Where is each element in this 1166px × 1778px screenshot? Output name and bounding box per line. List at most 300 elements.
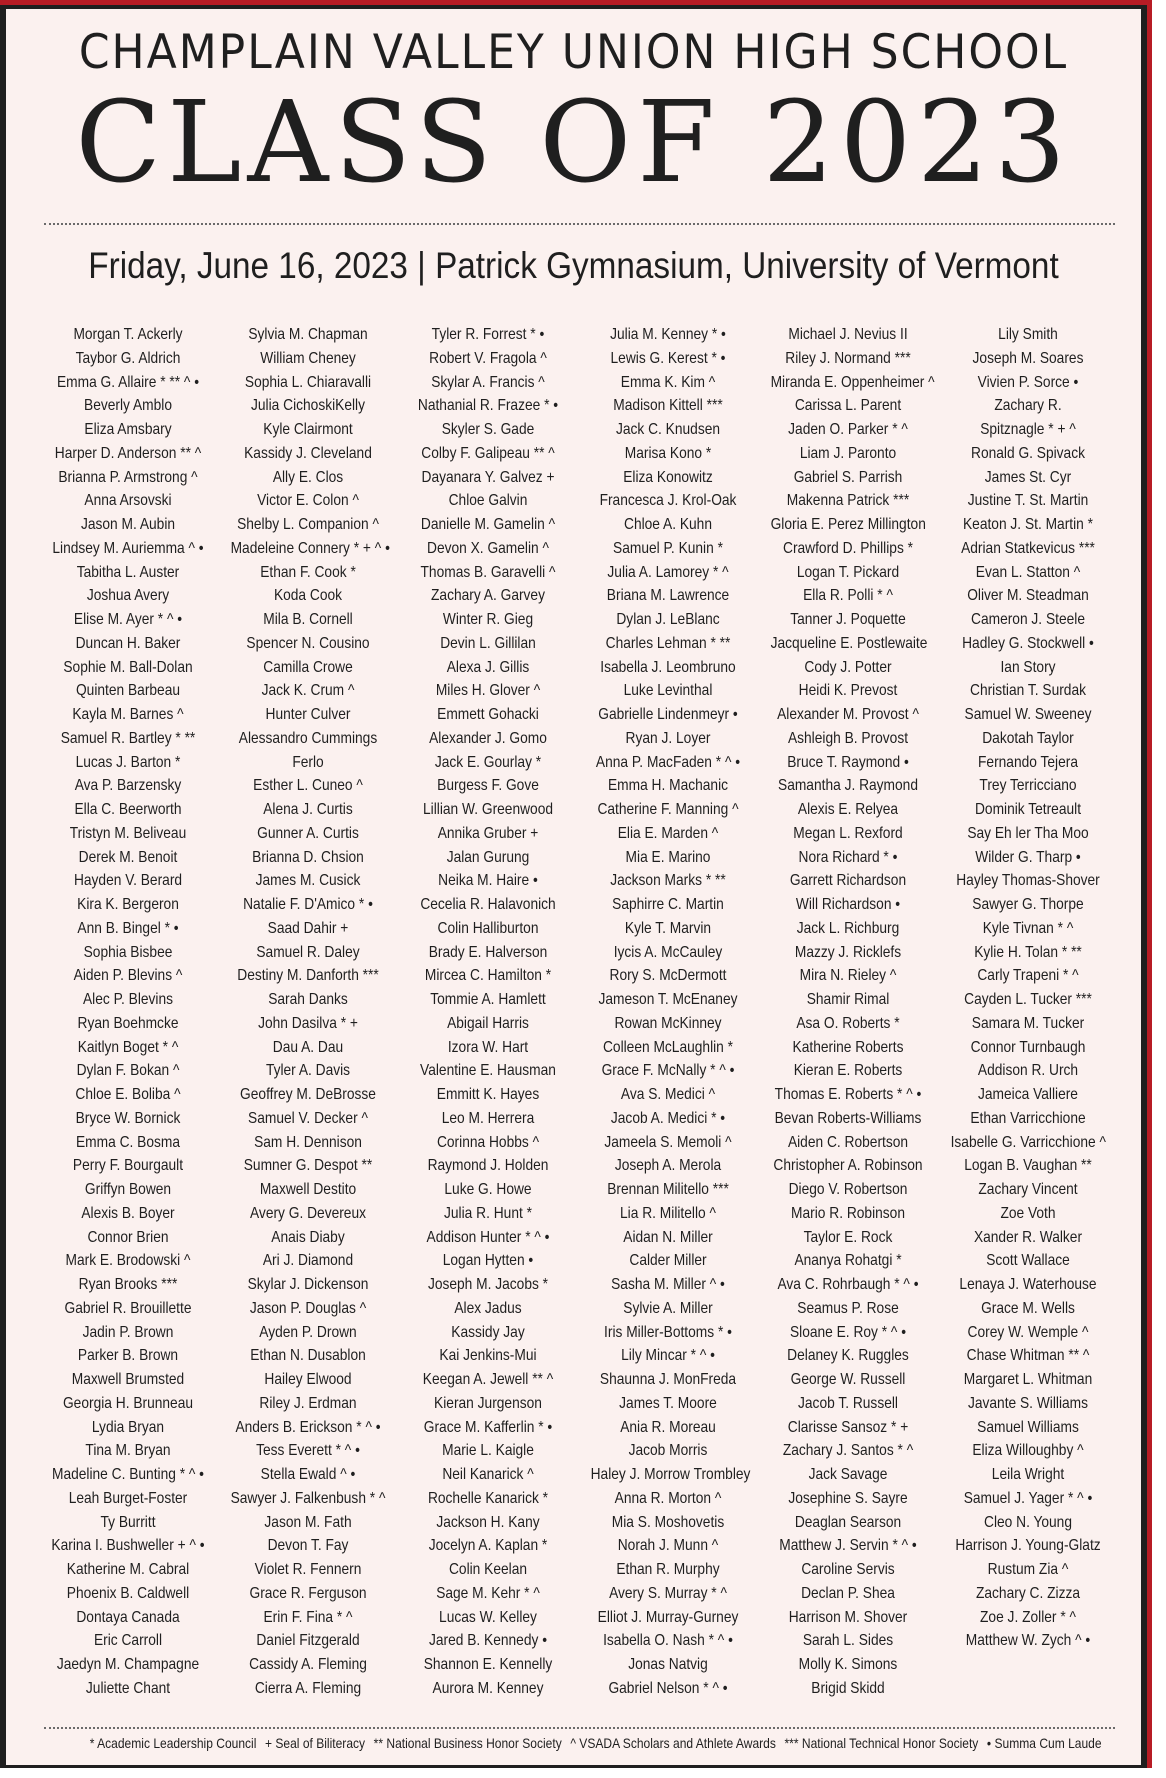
- graduate-name: Jadin P. Brown: [82, 1323, 174, 1341]
- graduate-name: Cody J. Potter: [804, 658, 892, 676]
- graduate-name: Annika Gruber +: [437, 824, 539, 842]
- graduate-name: Asa O. Roberts *: [796, 1014, 900, 1032]
- graduate-name: Ian Story: [1000, 658, 1056, 676]
- graduate-name: Brady E. Halverson: [428, 943, 548, 961]
- legend-item: • Summa Cum Laude: [986, 1735, 1102, 1751]
- graduate-name: Joseph M. Jacobs *: [427, 1276, 549, 1293]
- graduate-name: Maxwell Destito: [259, 1181, 357, 1198]
- graduate-name: Brigid Skidd: [811, 1679, 885, 1697]
- graduate-name: Jack E. Gourlay *: [434, 753, 542, 771]
- graduate-name: Harper D. Anderson ** ^: [54, 444, 202, 462]
- graduate-name: Leah Burget-Foster: [68, 1489, 188, 1507]
- graduate-name: Javante S. Williams: [967, 1394, 1089, 1412]
- graduate-name: Gabriel Nelson * ^ •: [608, 1679, 728, 1697]
- graduate-name: Samuel R. Daley: [256, 943, 360, 961]
- graduate-name: Aiden C. Robertson: [787, 1133, 909, 1151]
- graduate-name: Kyle T. Marvin: [624, 919, 712, 937]
- graduate-name: Evan L. Statton ^: [975, 563, 1081, 581]
- graduate-name: Anna Arsovski: [84, 492, 172, 510]
- graduate-name: Cierra A. Fleming: [254, 1679, 362, 1697]
- graduate-name: Logan Hytten •: [442, 1252, 534, 1270]
- graduate-name: Christian T. Surdak: [970, 682, 1086, 700]
- graduate-name: Sam H. Dennison: [254, 1133, 362, 1151]
- graduate-name: Ava S. Medici ^: [620, 1086, 716, 1103]
- name-column-2: [218, 323, 398, 1701]
- graduate-name: Ty Burritt: [100, 1513, 156, 1531]
- graduate-name: Ania R. Moreau: [620, 1418, 716, 1436]
- graduate-name: Kayla M. Barnes ^: [72, 706, 184, 723]
- graduate-name: Samuel Williams: [977, 1418, 1079, 1436]
- graduate-name: Elise M. Ayer * ^ •: [73, 611, 183, 628]
- graduate-name: Kassidy Jay: [451, 1323, 525, 1341]
- graduate-name: Ava P. Barzensky: [74, 777, 182, 795]
- graduate-name: Rochelle Kanarick *: [427, 1489, 549, 1507]
- graduate-name: Gunner A. Curtis: [257, 824, 359, 842]
- graduate-name: Eric Carroll: [93, 1632, 163, 1650]
- graduate-name: Nathanial R. Frazee * •: [417, 397, 559, 415]
- graduate-name: Hunter Culver: [265, 706, 351, 723]
- graduate-name: Francesca J. Krol-Oak: [599, 492, 737, 510]
- graduate-name: Alessandro Cummings: [238, 729, 378, 747]
- graduate-name: Duncan H. Baker: [75, 634, 181, 652]
- graduate-name: Cleo N. Young: [984, 1513, 1072, 1531]
- graduate-name: Elliot J. Murray-Gurney: [597, 1608, 739, 1626]
- graduate-name: Thomas E. Roberts * ^ •: [774, 1086, 922, 1103]
- graduate-name: Fernando Tejera: [978, 753, 1078, 771]
- graduate-name: Charles Lehman * **: [605, 634, 731, 652]
- graduate-name: Neil Kanarick ^: [442, 1466, 534, 1483]
- graduate-name: Shaunna J. MonFreda: [599, 1371, 737, 1388]
- event-line: Friday, June 16, 2023 | Patrick Gymnasium, University of Vermont: [88, 245, 1059, 286]
- graduate-name: Brianna D. Chsion: [252, 848, 364, 866]
- graduate-name: Ally E. Clos: [272, 468, 344, 486]
- graduate-name: Samuel V. Decker ^: [248, 1109, 368, 1127]
- graduate-name: Cameron J. Steele: [971, 611, 1085, 628]
- graduate-name: Ryan J. Loyer: [625, 729, 711, 747]
- graduate-name: Zachary A. Garvey: [431, 587, 545, 605]
- graduate-name: Hadley G. Stockwell •: [962, 634, 1094, 652]
- graduate-name: Carly Trapeni * ^: [977, 967, 1079, 985]
- graduate-name: Corinna Hobbs ^: [436, 1133, 540, 1151]
- graduate-name: Vivien P. Sorce •: [977, 373, 1079, 391]
- graduate-name: Chloe Galvin: [448, 492, 528, 510]
- graduate-name: Maxwell Brumsted: [71, 1371, 185, 1388]
- graduate-name: Elia E. Marden ^: [617, 824, 719, 842]
- graduate-name: Scott Wallace: [986, 1252, 1070, 1270]
- graduate-name: Connor Turnbaugh: [970, 1038, 1086, 1056]
- graduate-name: Gabriel R. Brouillette: [64, 1299, 192, 1317]
- graduate-name: Spitznagle * + ^: [980, 421, 1076, 438]
- graduate-name: Sophia Bisbee: [83, 943, 173, 961]
- graduate-name: Devon T. Fay: [267, 1537, 349, 1555]
- graduate-name: Will Richardson •: [795, 896, 901, 913]
- graduate-name: Ayden P. Drown: [259, 1323, 357, 1341]
- graduate-name: Joshua Avery: [86, 587, 170, 605]
- graduate-name: Aiden P. Blevins ^: [73, 967, 183, 985]
- graduate-name: Samuel W. Sweeney: [964, 706, 1092, 723]
- graduate-name: Molly K. Simons: [798, 1656, 898, 1673]
- graduate-name: Emmitt K. Hayes: [436, 1086, 540, 1103]
- graduate-name: Justine T. St. Martin: [967, 492, 1089, 510]
- graduate-name: James M. Cusick: [255, 872, 361, 890]
- graduate-name: Shelby L. Companion ^: [237, 516, 379, 533]
- graduate-name: Alec P. Blevins: [82, 991, 174, 1008]
- graduate-name: Sage M. Kehr * ^: [436, 1584, 540, 1602]
- graduate-name: Rustum Zia ^: [987, 1561, 1069, 1578]
- graduate-name: Wilder G. Tharp •: [975, 848, 1081, 866]
- graduate-name: Kieran E. Roberts: [793, 1062, 903, 1080]
- legend-item: * Academic Leadership Council: [89, 1735, 257, 1751]
- graduate-name: Jack Savage: [808, 1466, 888, 1483]
- graduate-name: Jason M. Fath: [264, 1513, 352, 1531]
- graduate-name: Taybor G. Aldrich: [75, 349, 181, 367]
- graduate-name: Jalan Gurung: [446, 848, 530, 866]
- poster: [6, 9, 1141, 1765]
- graduate-name: Izora W. Hart: [447, 1038, 529, 1056]
- graduate-name: Ronald G. Spivack: [971, 444, 1085, 462]
- graduate-name: Ethan R. Murphy: [616, 1561, 720, 1578]
- graduate-name: Abigail Harris: [447, 1014, 529, 1032]
- graduate-name: Alex Jadus: [454, 1299, 522, 1317]
- graduate-name: Avery G. Devereux: [250, 1204, 366, 1222]
- graduate-name: Bryce W. Bornick: [75, 1109, 181, 1127]
- graduate-name: Samuel R. Bartley * **: [60, 729, 196, 747]
- graduate-name: Isabelle G. Varricchione ^: [950, 1133, 1106, 1151]
- graduate-name: Jacob T. Russell: [798, 1394, 898, 1412]
- graduate-name: Julia R. Hunt *: [444, 1204, 532, 1222]
- graduate-name: Ryan Boehmcke: [77, 1014, 179, 1032]
- graduate-name: Katherine Roberts: [792, 1038, 904, 1056]
- graduate-name: Rowan McKinney: [614, 1014, 722, 1032]
- graduate-name: Dylan F. Bokan ^: [76, 1062, 180, 1080]
- graduate-name: Megan L. Rexford: [793, 824, 903, 842]
- graduate-name: Ava C. Rohrbaugh * ^ •: [777, 1276, 919, 1293]
- graduate-name: Gabrielle Lindenmeyr •: [598, 706, 738, 723]
- graduate-name: Colby F. Galipeau ** ^: [421, 444, 555, 462]
- graduate-name: Diego V. Robertson: [788, 1181, 908, 1198]
- graduate-name: Samantha J. Raymond: [778, 777, 918, 795]
- legend-item: + Seal of Biliteracy: [265, 1735, 366, 1751]
- graduate-name: Declan P. Shea: [801, 1584, 895, 1602]
- graduate-name: Jameica Valliere: [978, 1086, 1078, 1103]
- graduate-name: Sylvia M. Chapman: [248, 326, 368, 343]
- graduate-name: Mark E. Brodowski ^: [65, 1252, 191, 1270]
- honors-legend: [85, 1735, 1102, 1751]
- graduate-name: Zoe J. Zoller * ^: [980, 1608, 1076, 1626]
- graduate-name: Anders B. Erickson * ^ •: [235, 1418, 381, 1436]
- graduate-name: William Cheney: [260, 349, 356, 367]
- graduate-name: Addison Hunter * ^ •: [426, 1228, 550, 1246]
- graduate-name: Harrison J. Young-Glatz: [955, 1537, 1101, 1555]
- graduate-name: Briana M. Lawrence: [606, 587, 730, 605]
- graduate-name: Clarisse Sansoz * +: [787, 1418, 909, 1436]
- graduate-name: Shannon E. Kennelly: [423, 1656, 553, 1673]
- graduate-name: Samuel P. Kunin *: [613, 539, 723, 557]
- graduate-name: Sasha M. Miller ^ •: [611, 1276, 725, 1293]
- legend-item: ^ VSADA Scholars and Athlete Awards: [570, 1735, 776, 1751]
- graduate-name: Emma H. Machanic: [607, 777, 729, 795]
- graduate-name: Daniel Fitzgerald: [256, 1632, 360, 1650]
- graduate-name: Jameela S. Memoli ^: [604, 1133, 732, 1151]
- divider-top: [44, 223, 1115, 225]
- graduate-name: Joseph M. Soares: [972, 349, 1084, 367]
- graduate-name: Alexis E. Relyea: [797, 801, 899, 818]
- graduate-name: Phoenix B. Caldwell: [66, 1584, 190, 1602]
- graduate-name: Sylvie A. Miller: [623, 1299, 713, 1317]
- graduate-name: Lillian W. Greenwood: [422, 801, 554, 818]
- graduate-name: Alexis B. Boyer: [81, 1204, 175, 1222]
- graduate-name: Morgan T. Ackerly: [73, 326, 183, 343]
- graduate-name: Makenna Patrick ***: [786, 492, 910, 510]
- graduate-name: Kieran Jurgenson: [434, 1394, 542, 1412]
- graduate-name: Samuel J. Yager * ^ •: [963, 1489, 1093, 1507]
- graduate-name: Geoffrey M. DeBrosse: [240, 1086, 376, 1103]
- graduate-name: Ethan N. Dusablon: [250, 1347, 366, 1365]
- graduate-name: Madeleine Connery * + ^ •: [230, 539, 390, 557]
- graduate-name: Leo M. Herrera: [441, 1109, 535, 1127]
- graduate-name: Harrison M. Shover: [788, 1608, 908, 1626]
- graduate-name: Emma C. Bosma: [75, 1133, 180, 1151]
- graduate-name: Chloe A. Kuhn: [624, 516, 712, 533]
- graduate-name: Aurora M. Kenney: [432, 1679, 544, 1697]
- graduate-name: Kira K. Bergeron: [77, 896, 179, 913]
- graduate-name: Jocelyn A. Kaplan *: [428, 1537, 548, 1555]
- graduate-name: Raymond J. Holden: [427, 1157, 549, 1175]
- graduate-name: Brianna P. Armstrong ^: [58, 468, 198, 486]
- graduate-name: Perry F. Bourgault: [72, 1157, 184, 1175]
- graduate-name: Robert V. Fragola ^: [429, 349, 547, 367]
- graduate-name: Keaton J. St. Martin *: [962, 516, 1094, 533]
- graduate-name: Christopher A. Robinson: [773, 1157, 923, 1175]
- graduate-name: Karina I. Bushweller + ^ •: [51, 1537, 205, 1555]
- graduate-name: Sloane E. Roy * ^ •: [789, 1323, 907, 1341]
- graduate-name: Carissa L. Parent: [794, 397, 902, 415]
- graduate-name: Victor E. Colon ^: [257, 492, 359, 510]
- graduate-name: Seamus P. Rose: [797, 1299, 899, 1317]
- graduate-name: Colin Halliburton: [437, 919, 539, 937]
- graduate-name: Kylie H. Tolan * **: [974, 943, 1082, 961]
- graduate-name: Lewis G. Kerest * •: [610, 349, 726, 367]
- graduate-name: Bruce T. Raymond •: [787, 753, 909, 771]
- graduate-name: Lily Smith: [998, 326, 1058, 343]
- graduate-name: Zoe Voth: [1000, 1204, 1056, 1222]
- graduate-name: Lucas J. Barton *: [75, 753, 181, 771]
- graduate-name: Kassidy J. Cleveland: [244, 444, 372, 462]
- graduate-name: Brennan Militello ***: [607, 1181, 729, 1198]
- graduate-name: Marisa Kono *: [624, 444, 712, 462]
- graduate-name: Colleen McLaughlin *: [602, 1038, 734, 1056]
- graduate-name: Jameson T. McEnaney: [598, 991, 738, 1008]
- graduate-name: Matthew W. Zych ^ •: [965, 1632, 1091, 1650]
- graduate-name: Isabella J. Leombruno: [600, 658, 736, 676]
- graduate-name: Mia E. Marino: [625, 848, 711, 866]
- graduate-name: Norah J. Munn ^: [617, 1537, 719, 1555]
- graduate-name: Sophie M. Ball-Dolan: [63, 658, 193, 676]
- graduate-name: George W. Russell: [790, 1371, 906, 1388]
- graduate-name: Leila Wright: [991, 1466, 1065, 1483]
- name-column-3: [398, 323, 578, 1701]
- graduate-name: Skylar J. Dickenson: [247, 1276, 369, 1293]
- graduate-name: Burgess F. Gove: [437, 777, 539, 795]
- graduate-name: Saphirre C. Martin: [612, 896, 724, 913]
- graduate-name: Cassidy A. Fleming: [249, 1656, 367, 1673]
- graduate-name: Kyle Clairmont: [263, 421, 353, 438]
- graduate-name: Ella R. Polli * ^: [803, 587, 893, 605]
- graduate-name: Nora Richard * •: [798, 848, 898, 866]
- graduate-name: Chloe E. Boliba ^: [75, 1086, 181, 1103]
- graduate-name: Jaedyn M. Champagne: [56, 1656, 200, 1673]
- graduate-name: Jared B. Kennedy •: [428, 1632, 548, 1650]
- graduate-name: Crawford D. Phillips *: [783, 539, 913, 557]
- graduate-name: Julia A. Lamorey * ^: [607, 563, 729, 581]
- graduate-name: Skyler S. Gade: [441, 421, 535, 438]
- graduate-name: Zachary R.: [994, 397, 1062, 415]
- graduate-name: Riley J. Normand ***: [785, 349, 911, 367]
- graduate-name: Madeline C. Bunting * ^ •: [51, 1466, 205, 1483]
- graduate-name: Ari J. Diamond: [262, 1252, 354, 1270]
- graduate-name: Mira N. Rieley ^: [799, 967, 897, 985]
- legend-item: ** National Business Honor Society: [373, 1735, 562, 1751]
- graduate-name: Deaglan Searson: [794, 1513, 902, 1531]
- graduate-name: Quinten Barbeau: [75, 682, 181, 700]
- graduate-name: Tristyn M. Beliveau: [69, 824, 187, 842]
- graduate-name: Isabella O. Nash * ^ •: [603, 1632, 733, 1650]
- graduate-name: Dau A. Dau: [272, 1038, 344, 1056]
- graduate-name: Grace F. McNally * ^ •: [601, 1062, 735, 1080]
- graduate-name: Alexander M. Provost ^: [777, 706, 919, 723]
- graduate-name: Dakotah Taylor: [982, 729, 1074, 747]
- graduate-name: Catherine F. Manning ^: [597, 801, 739, 818]
- graduate-name: Jack L. Richburg: [796, 919, 900, 937]
- graduate-name: Iycis A. McCauley: [613, 943, 723, 961]
- graduate-name: Miranda E. Oppenheimer ^: [770, 373, 935, 391]
- graduate-name: Bevan Roberts-Williams: [774, 1109, 922, 1127]
- graduate-name: Joseph A. Merola: [614, 1157, 722, 1175]
- class-title: CLASS OF 2023: [75, 78, 1072, 208]
- graduate-name: Alexander J. Gomo: [429, 729, 547, 747]
- graduate-name: Dontaya Canada: [76, 1608, 180, 1626]
- graduate-name: Oliver M. Steadman: [967, 587, 1089, 605]
- graduate-name: Emma K. Kim ^: [620, 373, 716, 391]
- graduate-name: Jackson H. Kany: [436, 1513, 540, 1531]
- graduate-name: Taylor E. Rock: [803, 1228, 893, 1246]
- graduate-name: Sophia L. Chiaravalli: [244, 373, 372, 391]
- graduate-name: Mila B. Cornell: [263, 611, 353, 628]
- graduate-name: Julia CichoskiKelly: [251, 397, 365, 415]
- graduate-name: Tanner J. Poquette: [790, 611, 906, 628]
- graduate-name: Sawyer J. Falkenbush * ^: [230, 1489, 386, 1507]
- graduate-name: Anna R. Morton ^: [614, 1489, 722, 1507]
- graduate-name: Mazzy J. Ricklefs: [794, 943, 902, 961]
- graduate-name: Gloria E. Perez Millington: [770, 516, 926, 533]
- graduate-name: Parker B. Brown: [77, 1347, 179, 1365]
- graduate-name: Alena J. Curtis: [263, 801, 353, 818]
- graduate-name: Lily Mincar * ^ •: [621, 1347, 715, 1365]
- graduate-name: Kaitlyn Boget * ^: [77, 1038, 179, 1056]
- graduate-name: Tabitha L. Auster: [76, 563, 180, 581]
- graduate-name: Liam J. Paronto: [799, 444, 897, 462]
- graduate-name: Ashleigh B. Provost: [787, 729, 909, 747]
- graduate-name: Miles H. Glover ^: [435, 682, 541, 700]
- graduate-name: Logan B. Vaughan **: [964, 1157, 1092, 1175]
- graduate-name: Violet R. Fennern: [254, 1561, 362, 1578]
- graduate-name: Anna P. MacFaden * ^ •: [595, 753, 741, 771]
- legend-item: *** National Technical Honor Society: [784, 1735, 979, 1751]
- graduate-name: Stella Ewald ^ •: [260, 1466, 356, 1483]
- graduate-name: Skylar A. Francis ^: [431, 373, 545, 391]
- graduate-name: Dayanara Y. Galvez +: [421, 468, 555, 486]
- graduate-name: Ananya Rohatgi *: [794, 1252, 902, 1270]
- graduate-name: Mircea C. Hamilton *: [424, 967, 552, 985]
- graduate-name: Garrett Richardson: [789, 872, 907, 890]
- graduate-name: Jack C. Knudsen: [615, 421, 721, 438]
- graduate-name: Beverly Amblo: [84, 397, 172, 415]
- graduate-name: Devin L. Gillilan: [440, 634, 536, 652]
- graduate-name: Natalie F. D'Amico * •: [243, 896, 373, 913]
- graduate-name: Say Eh ler Tha Moo: [967, 824, 1089, 842]
- graduate-name: Ethan Varricchione: [970, 1109, 1086, 1127]
- graduate-name: Jonas Natvig: [628, 1656, 708, 1673]
- graduate-columns: [38, 323, 1118, 1701]
- graduate-name: Rory S. McDermott: [609, 967, 727, 985]
- graduate-name: Adrian Statkevicus ***: [961, 539, 1095, 557]
- graduate-name: Emmett Gohacki: [437, 706, 539, 723]
- graduate-name: Jason P. Douglas ^: [249, 1299, 367, 1317]
- graduate-name: Tess Everett * ^ •: [256, 1442, 360, 1460]
- graduate-name: Emma G. Allaire * ** ^ •: [56, 373, 200, 391]
- graduate-name: Devon X. Gamelin ^: [427, 539, 549, 557]
- graduate-name: Sarah L. Sides: [802, 1632, 894, 1650]
- graduate-name: Julia M. Kenney * •: [610, 326, 726, 343]
- graduate-name: Tyler A. Davis: [265, 1062, 351, 1080]
- graduate-name: Alexa J. Gillis: [446, 658, 530, 676]
- graduate-name: Griffyn Bowen: [84, 1181, 172, 1198]
- graduate-name: Eliza Amsbary: [84, 421, 172, 438]
- graduate-name: Tommie A. Hamlett: [430, 991, 546, 1008]
- graduate-name: Logan T. Pickard: [796, 563, 900, 581]
- graduate-name: Colin Keelan: [448, 1561, 528, 1578]
- graduate-name: Jacob Morris: [628, 1442, 708, 1460]
- graduate-name: Jaden O. Parker * ^: [788, 421, 908, 438]
- graduate-name: Anais Diaby: [271, 1228, 345, 1246]
- graduate-name: Dylan J. LeBlanc: [616, 611, 720, 628]
- graduate-name: Tyler R. Forrest * •: [431, 326, 545, 343]
- graduate-name: Lenaya J. Waterhouse: [959, 1276, 1097, 1293]
- graduate-name: Zachary C. Zizza: [975, 1584, 1080, 1602]
- graduate-name: Delaney K. Ruggles: [787, 1347, 909, 1365]
- graduate-name: Jack K. Crum ^: [261, 682, 355, 700]
- graduate-name: Sumner G. Despot **: [243, 1157, 373, 1175]
- name-column-4: [578, 323, 758, 1701]
- graduate-name: Eliza Konowitz: [623, 468, 713, 486]
- graduate-name: Corey W. Wemple ^: [967, 1323, 1089, 1341]
- graduate-name: James T. Moore: [619, 1394, 717, 1412]
- graduate-name: Neika M. Haire •: [438, 872, 538, 890]
- graduate-name: Katherine M. Cabral: [66, 1561, 190, 1578]
- graduate-name: Zachary J. Santos * ^: [782, 1442, 914, 1460]
- graduate-name: Calder Miller: [629, 1252, 707, 1270]
- graduate-name: Lia R. Militello ^: [620, 1204, 716, 1222]
- graduate-name: Lydia Bryan: [91, 1418, 165, 1436]
- graduate-name: Josephine S. Sayre: [788, 1489, 908, 1507]
- graduate-name: Iris Miller-Bottoms * •: [604, 1323, 732, 1341]
- graduate-name: Grace M. Wells: [981, 1299, 1075, 1317]
- graduate-name: Shamir Rimal: [806, 991, 890, 1008]
- graduate-name: Kai Jenkins-Mui: [439, 1347, 537, 1365]
- graduate-name: Keegan A. Jewell ** ^: [422, 1371, 554, 1388]
- graduate-name: Valentine E. Hausman: [420, 1062, 556, 1080]
- graduate-name: Derek M. Benoit: [78, 848, 178, 866]
